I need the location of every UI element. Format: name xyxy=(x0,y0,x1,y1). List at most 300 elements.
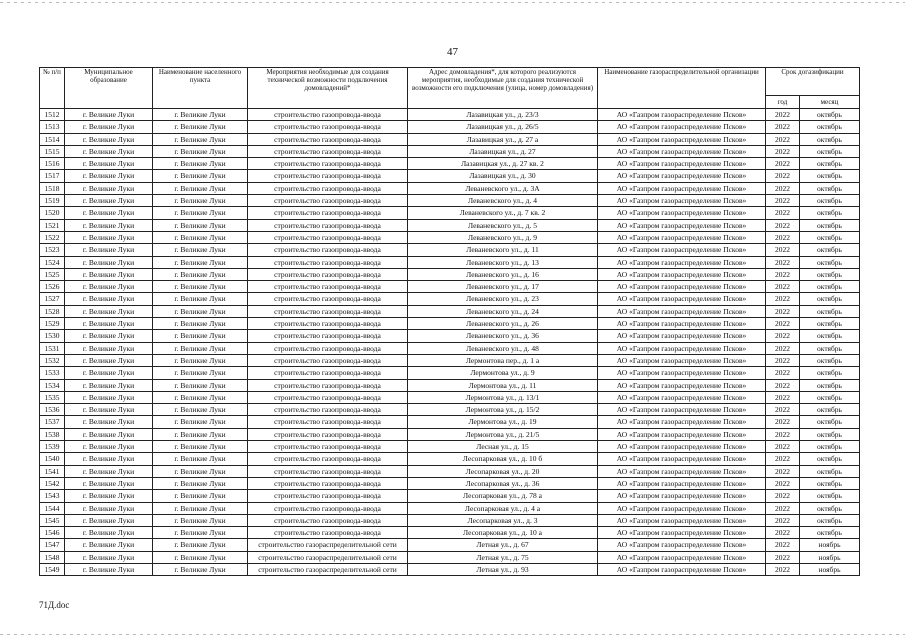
header-address: Адрес домовладения*, для которого реализуются мероприятия, необходимые для создания технической возможности его подключения (улица, номер домовладения) xyxy=(408,68,598,109)
cell-measure: строительство газопровода-ввода xyxy=(248,244,408,256)
cell-month: октябрь xyxy=(800,367,860,379)
cell-address: Лесопарковая ул., д. 78 а xyxy=(408,490,598,502)
cell-num: 1526 xyxy=(40,281,65,293)
cell-year: 2022 xyxy=(766,330,800,342)
cell-municipality: г. Великие Луки xyxy=(65,158,153,170)
cell-settlement: г. Великие Луки xyxy=(153,428,248,440)
cell-month: ноябрь xyxy=(800,563,860,575)
cell-municipality: г. Великие Луки xyxy=(65,367,153,379)
cell-measure: строительство газопровода-ввода xyxy=(248,318,408,330)
cell-municipality: г. Великие Луки xyxy=(65,195,153,207)
cell-settlement: г. Великие Луки xyxy=(153,305,248,317)
cell-address: Лермонтова ул., д. 19 xyxy=(408,416,598,428)
cell-municipality: г. Великие Луки xyxy=(65,219,153,231)
table-row xyxy=(40,354,860,366)
cell-municipality: г. Великие Луки xyxy=(65,514,153,526)
cell-address: Леваневского ул., д. 4 xyxy=(408,195,598,207)
cell-settlement: г. Великие Луки xyxy=(153,121,248,133)
cell-settlement: г. Великие Луки xyxy=(153,195,248,207)
cell-month: октябрь xyxy=(800,404,860,416)
table-row xyxy=(40,293,860,305)
cell-settlement: г. Великие Луки xyxy=(153,453,248,465)
table-row xyxy=(40,231,860,243)
cell-month: октябрь xyxy=(800,453,860,465)
cell-measure: строительство газопровода-ввода xyxy=(248,145,408,157)
cell-num: 1543 xyxy=(40,490,65,502)
cell-num: 1514 xyxy=(40,133,65,145)
table-row xyxy=(40,256,860,268)
cell-municipality: г. Великие Луки xyxy=(65,551,153,563)
cell-measure: строительство газопровода-ввода xyxy=(248,109,408,121)
cell-settlement: г. Великие Луки xyxy=(153,330,248,342)
cell-year: 2022 xyxy=(766,441,800,453)
cell-num: 1523 xyxy=(40,244,65,256)
cell-settlement: г. Великие Луки xyxy=(153,268,248,280)
cell-measure: строительство газопровода-ввода xyxy=(248,416,408,428)
cell-month: октябрь xyxy=(800,342,860,354)
cell-settlement: г. Великие Луки xyxy=(153,441,248,453)
footer-filename: 71Д.doc xyxy=(39,600,70,610)
scan-artifact-top xyxy=(0,2,905,3)
cell-org: АО «Газпром газораспределение Псков» xyxy=(598,219,766,231)
cell-month: октябрь xyxy=(800,527,860,539)
cell-municipality: г. Великие Луки xyxy=(65,379,153,391)
cell-municipality: г. Великие Луки xyxy=(65,318,153,330)
cell-municipality: г. Великие Луки xyxy=(65,268,153,280)
cell-month: октябрь xyxy=(800,502,860,514)
header-settlement: Наименование населенного пункта xyxy=(153,68,248,109)
table-row xyxy=(40,441,860,453)
cell-num: 1548 xyxy=(40,551,65,563)
cell-municipality: г. Великие Луки xyxy=(65,416,153,428)
cell-org: АО «Газпром газораспределение Псков» xyxy=(598,170,766,182)
cell-month: ноябрь xyxy=(800,539,860,551)
cell-address: Леваневского ул., д. 16 xyxy=(408,268,598,280)
cell-address: Лазавицкая ул., д. 23/3 xyxy=(408,109,598,121)
cell-municipality: г. Великие Луки xyxy=(65,477,153,489)
cell-measure: строительство газораспределительной сети xyxy=(248,563,408,575)
cell-address: Лермонтова ул., д. 21/5 xyxy=(408,428,598,440)
table-row xyxy=(40,416,860,428)
cell-municipality: г. Великие Луки xyxy=(65,563,153,575)
cell-measure: строительство газопровода-ввода xyxy=(248,453,408,465)
header-year: год xyxy=(766,96,800,109)
cell-measure: строительство газопровода-ввода xyxy=(248,293,408,305)
cell-municipality: г. Великие Луки xyxy=(65,109,153,121)
cell-year: 2022 xyxy=(766,416,800,428)
cell-year: 2022 xyxy=(766,133,800,145)
cell-org: АО «Газпром газораспределение Псков» xyxy=(598,441,766,453)
cell-settlement: г. Великие Луки xyxy=(153,563,248,575)
cell-year: 2022 xyxy=(766,465,800,477)
cell-address: Леваневского ул., д. 24 xyxy=(408,305,598,317)
cell-num: 1521 xyxy=(40,219,65,231)
cell-measure: строительство газопровода-ввода xyxy=(248,441,408,453)
table-row xyxy=(40,367,860,379)
cell-measure: строительство газопровода-ввода xyxy=(248,465,408,477)
cell-settlement: г. Великие Луки xyxy=(153,293,248,305)
cell-address: Лермонтова ул., д. 13/1 xyxy=(408,391,598,403)
cell-municipality: г. Великие Луки xyxy=(65,145,153,157)
cell-num: 1537 xyxy=(40,416,65,428)
page-number: 47 xyxy=(447,46,458,58)
table-row xyxy=(40,195,860,207)
cell-month: октябрь xyxy=(800,207,860,219)
cell-month: октябрь xyxy=(800,121,860,133)
cell-year: 2022 xyxy=(766,231,800,243)
cell-month: октябрь xyxy=(800,244,860,256)
cell-num: 1525 xyxy=(40,268,65,280)
cell-municipality: г. Великие Луки xyxy=(65,441,153,453)
cell-year: 2022 xyxy=(766,354,800,366)
cell-num: 1535 xyxy=(40,391,65,403)
cell-measure: строительство газопровода-ввода xyxy=(248,133,408,145)
cell-year: 2022 xyxy=(766,207,800,219)
cell-address: Леваневского ул., д. 26 xyxy=(408,318,598,330)
header-num: № п/п xyxy=(40,68,65,109)
cell-org: АО «Газпром газораспределение Псков» xyxy=(598,379,766,391)
cell-settlement: г. Великие Луки xyxy=(153,527,248,539)
cell-org: АО «Газпром газораспределение Псков» xyxy=(598,158,766,170)
cell-address: Леваневского ул., д. 7 кв. 2 xyxy=(408,207,598,219)
cell-measure: строительство газопровода-ввода xyxy=(248,231,408,243)
cell-measure: строительство газопровода-ввода xyxy=(248,195,408,207)
cell-settlement: г. Великие Луки xyxy=(153,465,248,477)
cell-municipality: г. Великие Луки xyxy=(65,391,153,403)
cell-municipality: г. Великие Луки xyxy=(65,330,153,342)
cell-address: Леваневского ул., д. 48 xyxy=(408,342,598,354)
cell-month: октябрь xyxy=(800,268,860,280)
cell-month: октябрь xyxy=(800,416,860,428)
cell-settlement: г. Великие Луки xyxy=(153,342,248,354)
cell-year: 2022 xyxy=(766,281,800,293)
cell-num: 1533 xyxy=(40,367,65,379)
cell-org: АО «Газпром газораспределение Псков» xyxy=(598,453,766,465)
cell-measure: строительство газопровода-ввода xyxy=(248,256,408,268)
cell-org: АО «Газпром газораспределение Псков» xyxy=(598,551,766,563)
cell-address: Лесная ул., д. 15 xyxy=(408,441,598,453)
cell-org: АО «Газпром газораспределение Псков» xyxy=(598,465,766,477)
cell-month: октябрь xyxy=(800,477,860,489)
cell-address: Лазавицкая ул., д. 26/5 xyxy=(408,121,598,133)
cell-year: 2022 xyxy=(766,453,800,465)
cell-org: АО «Газпром газораспределение Псков» xyxy=(598,367,766,379)
cell-org: АО «Газпром газораспределение Псков» xyxy=(598,207,766,219)
cell-num: 1517 xyxy=(40,170,65,182)
cell-settlement: г. Великие Луки xyxy=(153,379,248,391)
table-row xyxy=(40,342,860,354)
cell-month: октябрь xyxy=(800,195,860,207)
cell-settlement: г. Великие Луки xyxy=(153,219,248,231)
cell-municipality: г. Великие Луки xyxy=(65,231,153,243)
table-row xyxy=(40,133,860,145)
cell-num: 1518 xyxy=(40,182,65,194)
cell-municipality: г. Великие Луки xyxy=(65,404,153,416)
cell-measure: строительство газопровода-ввода xyxy=(248,404,408,416)
table-row xyxy=(40,490,860,502)
cell-year: 2022 xyxy=(766,502,800,514)
cell-org: АО «Газпром газораспределение Псков» xyxy=(598,539,766,551)
cell-settlement: г. Великие Луки xyxy=(153,416,248,428)
cell-settlement: г. Великие Луки xyxy=(153,256,248,268)
cell-address: Лермонтова ул., д. 9 xyxy=(408,367,598,379)
cell-settlement: г. Великие Луки xyxy=(153,502,248,514)
cell-address: Леваневского ул., д. 9 xyxy=(408,231,598,243)
cell-address: Лермонтова пер., д. 1 а xyxy=(408,354,598,366)
cell-org: АО «Газпром газораспределение Псков» xyxy=(598,244,766,256)
cell-year: 2022 xyxy=(766,145,800,157)
cell-month: октябрь xyxy=(800,109,860,121)
header-org: Наименование газораспределительной организации xyxy=(598,68,766,109)
cell-month: октябрь xyxy=(800,182,860,194)
cell-address: Лермонтова ул., д. 11 xyxy=(408,379,598,391)
cell-num: 1524 xyxy=(40,256,65,268)
cell-year: 2022 xyxy=(766,305,800,317)
header-measures: Мероприятия необходимые для создания технической возможности подключения домовладений* xyxy=(248,68,408,109)
cell-address: Летная ул., д. 67 xyxy=(408,539,598,551)
cell-municipality: г. Великие Луки xyxy=(65,133,153,145)
cell-month: октябрь xyxy=(800,145,860,157)
table-row xyxy=(40,244,860,256)
table-row xyxy=(40,428,860,440)
cell-org: АО «Газпром газораспределение Псков» xyxy=(598,354,766,366)
cell-address: Лазавицкая ул., д. 30 xyxy=(408,170,598,182)
cell-municipality: г. Великие Луки xyxy=(65,502,153,514)
cell-month: октябрь xyxy=(800,170,860,182)
cell-municipality: г. Великие Луки xyxy=(65,182,153,194)
cell-measure: строительство газопровода-ввода xyxy=(248,428,408,440)
header-municipality: Муниципальное образование xyxy=(65,68,153,109)
gasification-table xyxy=(39,67,860,576)
cell-address: Лермонтова ул., д. 15/2 xyxy=(408,404,598,416)
cell-year: 2022 xyxy=(766,404,800,416)
cell-num: 1539 xyxy=(40,441,65,453)
cell-month: октябрь xyxy=(800,281,860,293)
cell-municipality: г. Великие Луки xyxy=(65,121,153,133)
cell-address: Лесопарковая ул., д. 20 xyxy=(408,465,598,477)
table-row xyxy=(40,281,860,293)
cell-settlement: г. Великие Луки xyxy=(153,182,248,194)
cell-num: 1530 xyxy=(40,330,65,342)
cell-month: октябрь xyxy=(800,305,860,317)
cell-measure: строительство газораспределительной сети xyxy=(248,551,408,563)
cell-measure: строительство газопровода-ввода xyxy=(248,490,408,502)
table-row xyxy=(40,453,860,465)
cell-year: 2022 xyxy=(766,244,800,256)
table-row xyxy=(40,502,860,514)
cell-address: Леваневского ул., д. 36 xyxy=(408,330,598,342)
cell-year: 2022 xyxy=(766,293,800,305)
cell-settlement: г. Великие Луки xyxy=(153,514,248,526)
cell-num: 1519 xyxy=(40,195,65,207)
cell-org: АО «Газпром газораспределение Псков» xyxy=(598,133,766,145)
table-row xyxy=(40,330,860,342)
cell-num: 1531 xyxy=(40,342,65,354)
cell-num: 1534 xyxy=(40,379,65,391)
table-row xyxy=(40,318,860,330)
table-row xyxy=(40,551,860,563)
cell-year: 2022 xyxy=(766,256,800,268)
table-row xyxy=(40,527,860,539)
cell-settlement: г. Великие Луки xyxy=(153,281,248,293)
cell-year: 2022 xyxy=(766,342,800,354)
cell-org: АО «Газпром газораспределение Псков» xyxy=(598,121,766,133)
cell-measure: строительство газопровода-ввода xyxy=(248,477,408,489)
cell-num: 1541 xyxy=(40,465,65,477)
cell-municipality: г. Великие Луки xyxy=(65,453,153,465)
cell-year: 2022 xyxy=(766,109,800,121)
cell-num: 1527 xyxy=(40,293,65,305)
cell-org: АО «Газпром газораспределение Псков» xyxy=(598,195,766,207)
cell-num: 1513 xyxy=(40,121,65,133)
cell-settlement: г. Великие Луки xyxy=(153,539,248,551)
cell-org: АО «Газпром газораспределение Псков» xyxy=(598,416,766,428)
cell-measure: строительство газопровода-ввода xyxy=(248,121,408,133)
cell-settlement: г. Великие Луки xyxy=(153,133,248,145)
cell-address: Летная ул., д. 93 xyxy=(408,563,598,575)
cell-measure: строительство газопровода-ввода xyxy=(248,330,408,342)
cell-month: октябрь xyxy=(800,514,860,526)
cell-measure: строительство газопровода-ввода xyxy=(248,219,408,231)
cell-month: октябрь xyxy=(800,465,860,477)
cell-municipality: г. Великие Луки xyxy=(65,244,153,256)
cell-org: АО «Газпром газораспределение Псков» xyxy=(598,563,766,575)
cell-year: 2022 xyxy=(766,551,800,563)
cell-settlement: г. Великие Луки xyxy=(153,158,248,170)
table-row xyxy=(40,158,860,170)
cell-settlement: г. Великие Луки xyxy=(153,490,248,502)
cell-measure: строительство газопровода-ввода xyxy=(248,379,408,391)
cell-measure: строительство газопровода-ввода xyxy=(248,207,408,219)
cell-address: Лесопарковая ул., д. 4 а xyxy=(408,502,598,514)
cell-org: АО «Газпром газораспределение Псков» xyxy=(598,391,766,403)
cell-settlement: г. Великие Луки xyxy=(153,318,248,330)
table-row xyxy=(40,207,860,219)
table-row xyxy=(40,477,860,489)
cell-measure: строительство газопровода-ввода xyxy=(248,182,408,194)
cell-address: Лазавицкая ул., д. 27 xyxy=(408,145,598,157)
cell-org: АО «Газпром газораспределение Псков» xyxy=(598,404,766,416)
table-row xyxy=(40,465,860,477)
cell-municipality: г. Великие Луки xyxy=(65,428,153,440)
header-term: Срок догазификации xyxy=(766,68,860,96)
cell-month: октябрь xyxy=(800,379,860,391)
table-row xyxy=(40,182,860,194)
table-row xyxy=(40,121,860,133)
cell-address: Леваневского ул., д. 3А xyxy=(408,182,598,194)
cell-org: АО «Газпром газораспределение Псков» xyxy=(598,109,766,121)
cell-measure: строительство газопровода-ввода xyxy=(248,268,408,280)
cell-month: октябрь xyxy=(800,490,860,502)
cell-address: Летная ул., д. 75 xyxy=(408,551,598,563)
cell-settlement: г. Великие Луки xyxy=(153,244,248,256)
cell-org: АО «Газпром газораспределение Псков» xyxy=(598,182,766,194)
cell-org: АО «Газпром газораспределение Псков» xyxy=(598,502,766,514)
cell-municipality: г. Великие Луки xyxy=(65,490,153,502)
cell-settlement: г. Великие Луки xyxy=(153,170,248,182)
cell-org: АО «Газпром газораспределение Псков» xyxy=(598,490,766,502)
cell-address: Лазавицкая ул., д. 27 кв. 2 xyxy=(408,158,598,170)
cell-year: 2022 xyxy=(766,539,800,551)
cell-num: 1545 xyxy=(40,514,65,526)
cell-org: АО «Газпром газораспределение Псков» xyxy=(598,305,766,317)
cell-num: 1544 xyxy=(40,502,65,514)
cell-settlement: г. Великие Луки xyxy=(153,477,248,489)
cell-month: октябрь xyxy=(800,158,860,170)
cell-address: Леваневского ул., д. 5 xyxy=(408,219,598,231)
table-row xyxy=(40,268,860,280)
cell-num: 1515 xyxy=(40,145,65,157)
cell-num: 1528 xyxy=(40,305,65,317)
cell-year: 2022 xyxy=(766,121,800,133)
cell-settlement: г. Великие Луки xyxy=(153,367,248,379)
cell-measure: строительство газопровода-ввода xyxy=(248,158,408,170)
table-body xyxy=(40,109,860,576)
cell-measure: строительство газопровода-ввода xyxy=(248,527,408,539)
cell-year: 2022 xyxy=(766,367,800,379)
cell-municipality: г. Великие Луки xyxy=(65,207,153,219)
cell-num: 1532 xyxy=(40,354,65,366)
cell-municipality: г. Великие Луки xyxy=(65,527,153,539)
cell-num: 1512 xyxy=(40,109,65,121)
table-row xyxy=(40,219,860,231)
cell-num: 1546 xyxy=(40,527,65,539)
cell-address: Лесопарковая ул., д. 36 xyxy=(408,477,598,489)
cell-year: 2022 xyxy=(766,428,800,440)
cell-month: октябрь xyxy=(800,133,860,145)
cell-municipality: г. Великие Луки xyxy=(65,293,153,305)
cell-year: 2022 xyxy=(766,318,800,330)
cell-settlement: г. Великие Луки xyxy=(153,231,248,243)
cell-month: ноябрь xyxy=(800,551,860,563)
cell-municipality: г. Великие Луки xyxy=(65,465,153,477)
cell-municipality: г. Великие Луки xyxy=(65,281,153,293)
cell-org: АО «Газпром газораспределение Псков» xyxy=(598,281,766,293)
cell-settlement: г. Великие Луки xyxy=(153,207,248,219)
cell-month: октябрь xyxy=(800,293,860,305)
cell-org: АО «Газпром газораспределение Псков» xyxy=(598,527,766,539)
cell-settlement: г. Великие Луки xyxy=(153,404,248,416)
cell-measure: строительство газораспределительной сети xyxy=(248,539,408,551)
cell-measure: строительство газопровода-ввода xyxy=(248,305,408,317)
cell-municipality: г. Великие Луки xyxy=(65,305,153,317)
cell-month: октябрь xyxy=(800,391,860,403)
table-row xyxy=(40,170,860,182)
table-row xyxy=(40,305,860,317)
cell-org: АО «Газпром газораспределение Псков» xyxy=(598,145,766,157)
cell-measure: строительство газопровода-ввода xyxy=(248,281,408,293)
cell-year: 2022 xyxy=(766,170,800,182)
cell-settlement: г. Великие Луки xyxy=(153,391,248,403)
cell-num: 1529 xyxy=(40,318,65,330)
table-row xyxy=(40,109,860,121)
cell-year: 2022 xyxy=(766,268,800,280)
cell-org: АО «Газпром газораспределение Псков» xyxy=(598,231,766,243)
cell-address: Леваневского ул., д. 17 xyxy=(408,281,598,293)
cell-settlement: г. Великие Луки xyxy=(153,145,248,157)
cell-year: 2022 xyxy=(766,195,800,207)
cell-year: 2022 xyxy=(766,563,800,575)
cell-address: Леваневского ул., д. 11 xyxy=(408,244,598,256)
cell-address: Лазавицкая ул., д. 27 а xyxy=(408,133,598,145)
cell-settlement: г. Великие Луки xyxy=(153,109,248,121)
cell-settlement: г. Великие Луки xyxy=(153,551,248,563)
cell-measure: строительство газопровода-ввода xyxy=(248,391,408,403)
cell-org: АО «Газпром газораспределение Псков» xyxy=(598,268,766,280)
cell-municipality: г. Великие Луки xyxy=(65,342,153,354)
cell-measure: строительство газопровода-ввода xyxy=(248,502,408,514)
cell-measure: строительство газопровода-ввода xyxy=(248,170,408,182)
